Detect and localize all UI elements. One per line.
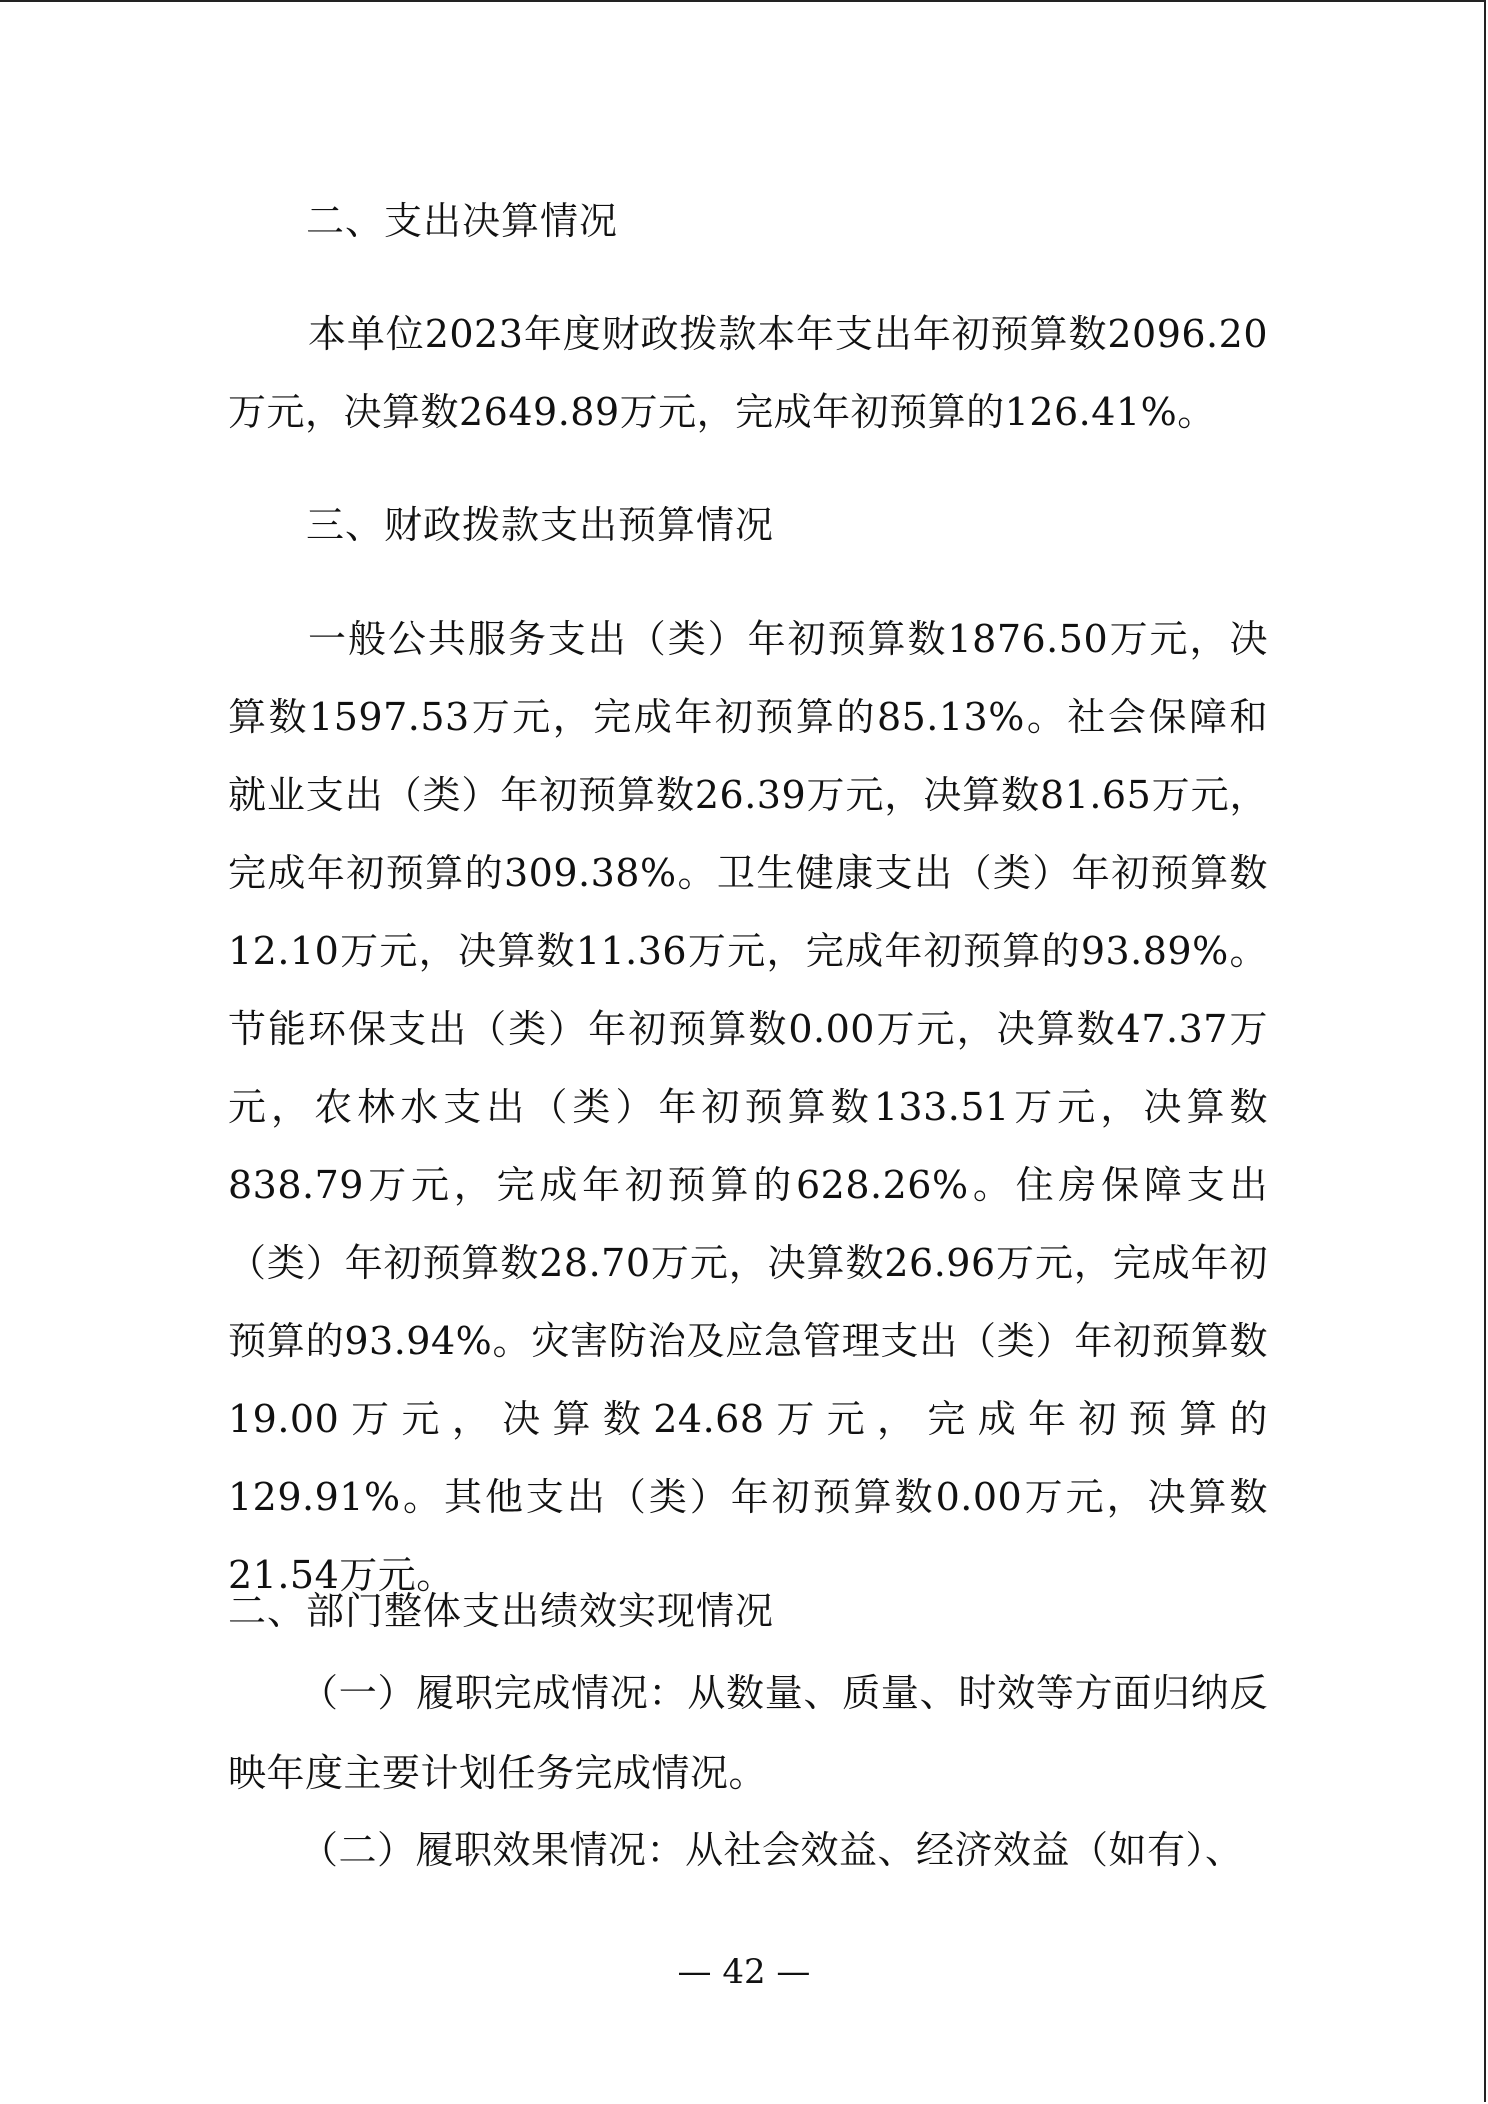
paragraph-expenditure-summary: 本单位2023年度财政拨款本年支出年初预算数2096.20万元，决算数2649.89万元，完成年初预算的126.41%。 — [228, 312, 1268, 434]
section-heading-expenditure: 二、支出决算情况 — [306, 199, 619, 243]
section-heading-budget: 三、财政拨款支出预算情况 — [306, 503, 775, 547]
paragraph-performance-item-1: （一）履职完成情况：从数量、质量、时效等方面归纳反映年度主要计划任务完成情况。 — [228, 1671, 1268, 1795]
section-heading-performance: 二、部门整体支出绩效实现情况 — [228, 1589, 775, 1633]
paragraph-budget-detail: 一般公共服务支出（类）年初预算数1876.50万元，决算数1597.53万元，完成年初预算的85.13%。社会保障和就业支出（类）年初预算数26.39万元，决算数81.65万元，完成年初预算的309.38%。卫生健康支出（类）年初预算数12.10万元，决算数11.36万元，完成年初预算的93.89%。节能环保支出（类）年初预算数0.00万元，决算数47.37万元，农林水支出（类）年初预算数133.51万元，决算数838.79万元，完成年初预算的628.26%。住房保障支出（类）年初预算数28.70万元，决算数26.96万元，完成年初预算的93.94%。灾害防治及应急管理支出（类）年初预算数19.00万元，决算数24.68万元，完成年初预算的129.91%。其他支出（类）年初预算数0.00万元，决算数21.54万元。 — [228, 617, 1268, 1597]
page-number: — 42 — — [677, 1952, 811, 1992]
paragraph-performance-item-2: （二）履职效果情况：从社会效益、经济效益（如有）、 — [300, 1828, 1244, 1872]
